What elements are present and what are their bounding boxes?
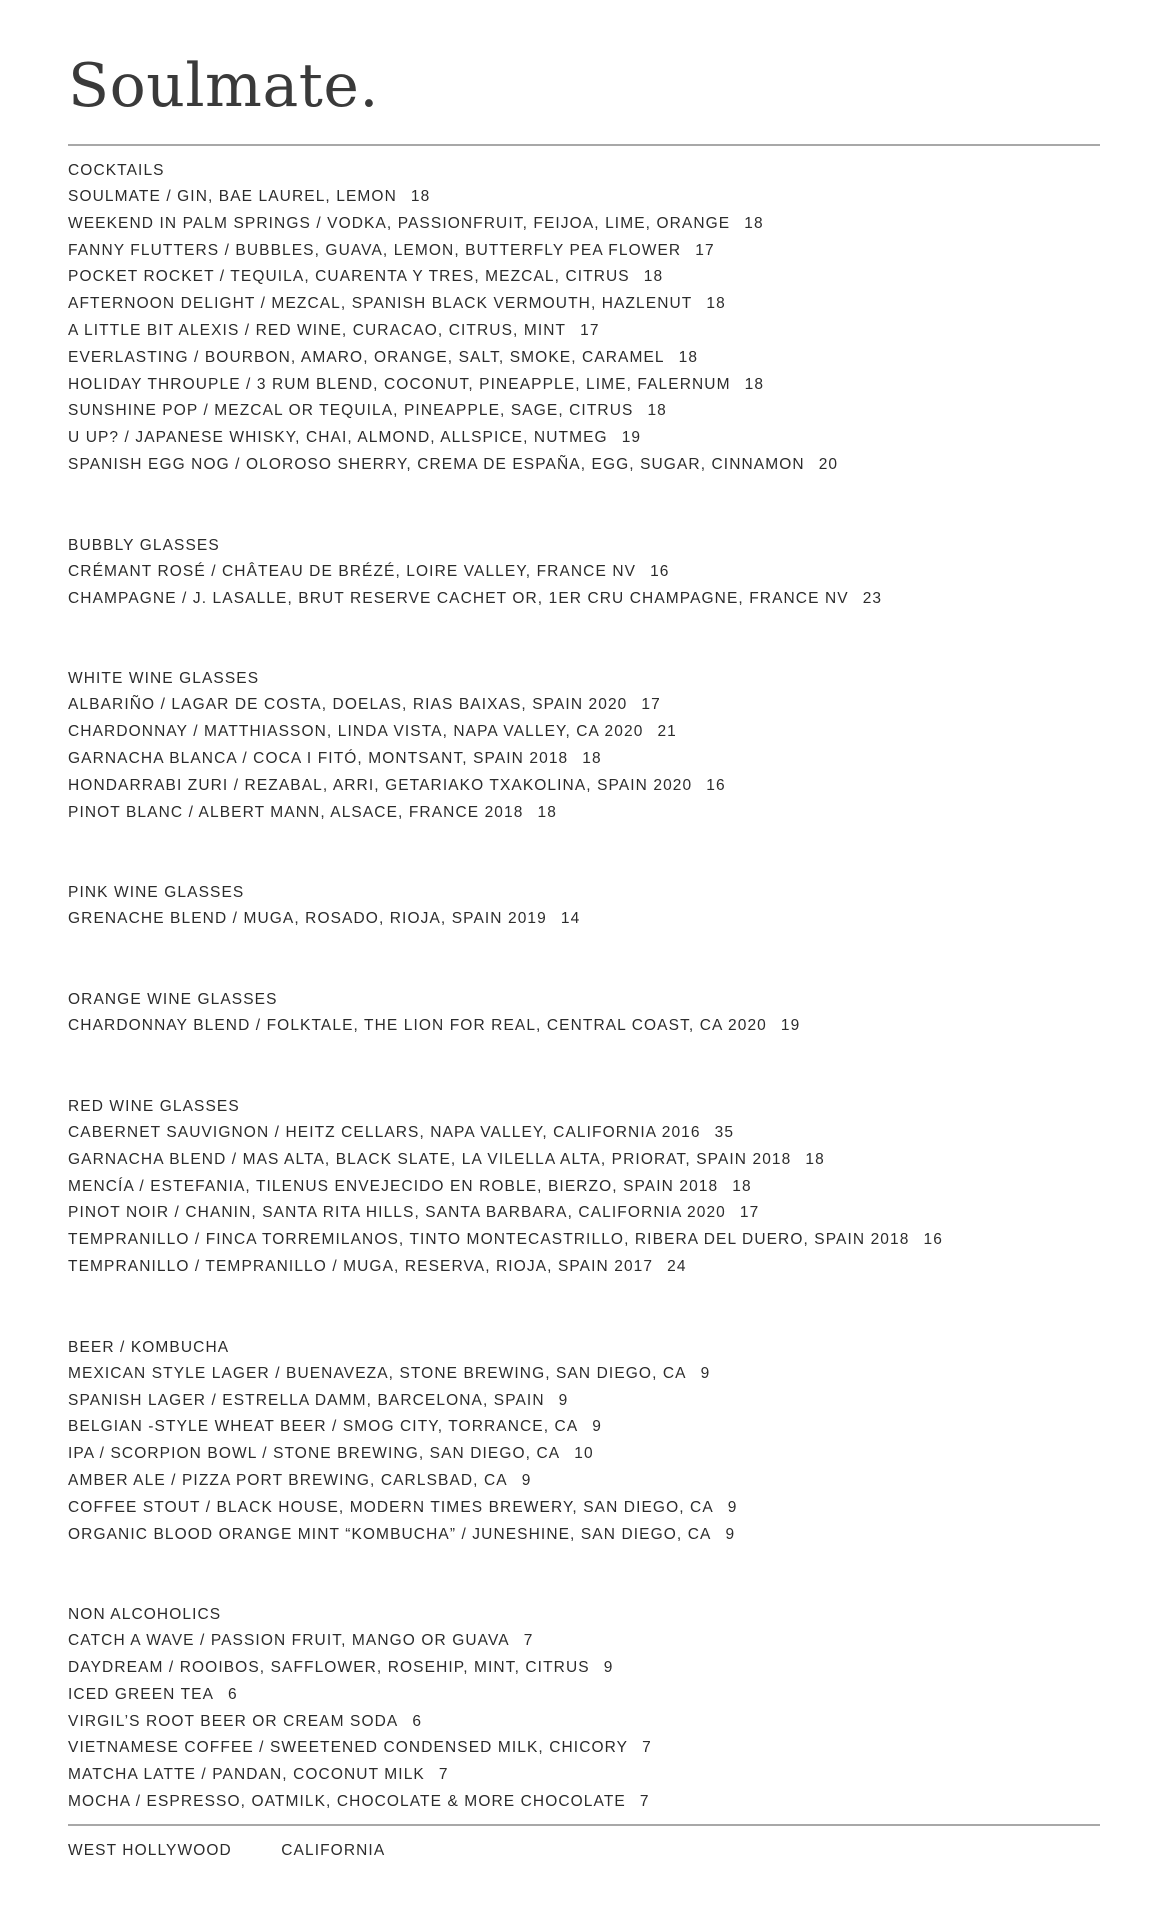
menu-item-description: CRÉMANT ROSÉ / CHÂTEAU DE BRÉZÉ, LOIRE VALLEY, FRANCE NV: [68, 562, 637, 580]
top-divider: [68, 144, 1100, 146]
menu-sections: [68, 157, 1100, 1869]
menu-item-description: EVERLASTING / BOURBON, AMARO, ORANGE, SALT, SMOKE, CARAMEL: [68, 348, 665, 366]
menu-item-price: 19: [621, 429, 642, 447]
menu-item-price: 9: [603, 1659, 614, 1677]
menu-item-price: 16: [923, 1231, 943, 1249]
menu-item-description: CATCH A WAVE / PASSION FRUIT, MANGO OR GUAVA: [68, 1632, 510, 1650]
menu-item: [68, 1120, 1100, 1147]
menu-item-description: DAYDREAM / ROOIBOS, SAFFLOWER, ROSEHIP, MINT, CITRUS: [68, 1659, 590, 1677]
menu-item-description: CABERNET SAUVIGNON / HEITZ CELLARS, NAPA VALLEY, CALIFORNIA 2016: [68, 1123, 701, 1141]
menu-item: [68, 1495, 1100, 1522]
section-heading: PINK WINE GLASSES: [68, 884, 245, 902]
menu-item-price: 14: [560, 910, 581, 928]
menu-item-description: VIETNAMESE COFFEE / SWEETENED CONDENSED MILK, CHICORY: [68, 1739, 629, 1757]
menu-item-price: 17: [580, 321, 600, 339]
menu-item: [68, 1522, 1100, 1549]
menu-item: [68, 211, 1100, 238]
menu-item: [68, 425, 1100, 452]
menu-item: [68, 692, 1100, 719]
menu-item-price: 9: [727, 1498, 738, 1516]
menu-item: [68, 1468, 1100, 1495]
menu-item: [68, 372, 1100, 399]
menu-item-description: HOLIDAY THROUPLE / 3 RUM BLEND, COCONUT, PINEAPPLE, LIME, FALERNUM: [68, 375, 731, 393]
menu-item: [68, 1735, 1100, 1762]
menu-item-description: U UP? / JAPANESE WHISKY, CHAI, ALMOND, ALLSPICE, NUTMEG: [68, 429, 608, 447]
menu-item-price: 35: [714, 1123, 735, 1141]
menu-item: [68, 1227, 1100, 1254]
menu-item-price: 18: [744, 375, 765, 393]
menu-section: [68, 532, 1100, 613]
menu-item-description: CHARDONNAY BLEND / FOLKTALE, THE LION FOR REAL, CENTRAL COAST, CA 2020: [68, 1017, 767, 1035]
menu-item: [68, 1174, 1100, 1201]
menu-item: [68, 318, 1100, 345]
menu-item: [68, 1762, 1100, 1789]
menu-item-price: 18: [537, 803, 557, 821]
menu-item-price: 18: [410, 188, 431, 205]
section-heading: ORANGE WINE GLASSES: [68, 991, 278, 1009]
menu-item: [68, 238, 1100, 265]
menu-item: [68, 559, 1100, 586]
menu-item: [68, 1709, 1100, 1736]
menu-section: [68, 1093, 1100, 1281]
menu-item-description: COFFEE STOUT / BLACK HOUSE, MODERN TIMES BREWERY, SAN DIEGO, CA: [68, 1498, 714, 1516]
menu-item: [68, 1414, 1100, 1441]
menu-item-price: 18: [582, 749, 602, 767]
menu-item: [68, 398, 1100, 425]
menu-item: [68, 1441, 1100, 1468]
menu-item: [68, 586, 1100, 613]
menu-item: [68, 800, 1100, 827]
menu-item-price: 18: [706, 295, 726, 313]
section-heading: COCKTAILS: [68, 162, 165, 179]
menu-item: [68, 184, 1100, 211]
menu-item-price: 9: [521, 1471, 532, 1489]
menu-item-price: 6: [228, 1685, 238, 1703]
menu-section: [68, 1601, 1100, 1816]
menu-item-description: HONDARRABI ZURI / REZABAL, ARRI, GETARIAKO TXAKOLINA, SPAIN 2020: [68, 776, 693, 794]
menu-item-price: 17: [695, 241, 715, 259]
brand-logo: Soulmate.: [68, 51, 379, 121]
menu-item: [68, 1628, 1100, 1655]
menu-item-description: ORGANIC BLOOD ORANGE MINT “KOMBUCHA” / JUNESHINE, SAN DIEGO, CA: [68, 1525, 712, 1543]
footer-state: CALIFORNIA: [281, 1842, 386, 1859]
menu-item-description: MATCHA LATTE / PANDAN, COCONUT MILK: [68, 1766, 425, 1784]
menu-section: [68, 986, 1100, 1040]
menu-item-description: TEMPRANILLO / FINCA TORREMILANOS, TINTO MONTECASTRILLO, RIBERA DEL DUERO, SPAIN 2018: [68, 1231, 910, 1249]
menu-item-price: 9: [592, 1418, 603, 1436]
menu-item-description: FANNY FLUTTERS / BUBBLES, GUAVA, LEMON, BUTTERFLY PEA FLOWER: [68, 241, 682, 259]
menu-item-price: 19: [780, 1017, 801, 1035]
menu-item-description: GRENACHE BLEND / MUGA, ROSADO, RIOJA, SPAIN 2019: [68, 910, 547, 928]
menu-section: [68, 157, 1100, 479]
menu-item-price: 9: [725, 1525, 736, 1543]
menu-item-description: POCKET ROCKET / TEQUILA, CUARENTA Y TRES, MEZCAL, CITRUS: [68, 268, 630, 286]
menu-item-price: 9: [700, 1364, 711, 1382]
menu-section: [68, 665, 1100, 826]
section-heading: BEER / KOMBUCHA: [68, 1338, 230, 1356]
menu-item: [68, 1682, 1100, 1709]
menu-item: [68, 264, 1100, 291]
menu-item-price: 9: [558, 1391, 569, 1409]
menu-item: [68, 1388, 1100, 1415]
menu-item-price: 18: [805, 1150, 825, 1168]
menu-item-price: 23: [862, 589, 883, 607]
menu-item-description: ICED GREEN TEA: [68, 1685, 215, 1703]
menu-item-price: 18: [678, 348, 699, 366]
menu-item-price: 7: [639, 1793, 650, 1811]
menu-item: [68, 452, 1100, 479]
menu-item-price: 18: [647, 402, 667, 420]
menu-item: [68, 1789, 1100, 1816]
menu-item-price: 7: [523, 1632, 534, 1650]
menu-item-price: 17: [641, 696, 661, 714]
footer: [68, 1838, 385, 1864]
menu-item-price: 16: [650, 562, 670, 580]
menu-item: [68, 291, 1100, 318]
menu-item-price: 7: [642, 1739, 652, 1757]
menu-item-price: 21: [657, 723, 677, 741]
menu-item-description: TEMPRANILLO / TEMPRANILLO / MUGA, RESERVA, RIOJA, SPAIN 2017: [68, 1257, 654, 1275]
menu-item: [68, 746, 1100, 773]
menu-item-description: SPANISH EGG NOG / OLOROSO SHERRY, CREMA DE ESPAÑA, EGG, SUGAR, CINNAMON: [68, 455, 805, 473]
menu-item: [68, 1361, 1100, 1388]
menu-item-description: AMBER ALE / PIZZA PORT BREWING, CARLSBAD, CA: [68, 1471, 508, 1489]
menu-item-description: A LITTLE BIT ALEXIS / RED WINE, CURACAO, CITRUS, MINT: [68, 321, 567, 339]
menu-item-description: SUNSHINE POP / MEZCAL OR TEQUILA, PINEAPPLE, SAGE, CITRUS: [68, 402, 634, 420]
menu-item-price: 18: [643, 268, 664, 286]
menu-item-price: 17: [739, 1204, 760, 1222]
menu-item-description: MENCÍA / ESTEFANIA, TILENUS ENVEJECIDO EN ROBLE, BIERZO, SPAIN 2018: [68, 1177, 719, 1195]
bottom-divider: [68, 1824, 1100, 1826]
menu-item: [68, 1013, 1100, 1040]
menu-item-description: AFTERNOON DELIGHT / MEZCAL, SPANISH BLACK VERMOUTH, HAZLENUT: [68, 295, 693, 313]
menu-item: [68, 1254, 1100, 1281]
menu-item-description: WEEKEND IN PALM SPRINGS / VODKA, PASSIONFRUIT, FEIJOA, LIME, ORANGE: [68, 214, 731, 232]
menu-item-description: GARNACHA BLANCA / COCA I FITÓ, MONTSANT, SPAIN 2018: [68, 749, 569, 767]
footer-city: WEST HOLLYWOOD: [68, 1842, 232, 1859]
section-heading: NON ALCOHOLICS: [68, 1606, 222, 1624]
menu-item-price: 24: [667, 1257, 687, 1275]
menu-item-price: 10: [574, 1445, 594, 1463]
menu-item-price: 20: [818, 455, 839, 473]
menu-item-description: CHAMPAGNE / J. LASALLE, BRUT RESERVE CACHET OR, 1ER CRU CHAMPAGNE, FRANCE NV: [68, 589, 849, 607]
menu-item-description: SOULMATE / GIN, BAE LAUREL, LEMON: [68, 188, 397, 205]
menu-section: [68, 1334, 1100, 1549]
menu-item-price: 6: [412, 1712, 423, 1730]
menu-item-description: MEXICAN STYLE LAGER / BUENAVEZA, STONE BREWING, SAN DIEGO, CA: [68, 1364, 687, 1382]
menu-item: [68, 773, 1100, 800]
menu-item: [68, 1200, 1100, 1227]
menu-item-description: PINOT BLANC / ALBERT MANN, ALSACE, FRANCE 2018: [68, 803, 524, 821]
menu-item-description: SPANISH LAGER / ESTRELLA DAMM, BARCELONA, SPAIN: [68, 1391, 545, 1409]
menu-item: [68, 1147, 1100, 1174]
menu-item-description: ALBARIÑO / LAGAR DE COSTA, DOELAS, RIAS BAIXAS, SPAIN 2020: [68, 696, 628, 714]
menu-item-description: BELGIAN -STYLE WHEAT BEER / SMOG CITY, TORRANCE, CA: [68, 1418, 579, 1436]
section-heading: WHITE WINE GLASSES: [68, 670, 260, 688]
menu-item-price: 7: [438, 1766, 449, 1784]
menu-item-description: GARNACHA BLEND / MAS ALTA, BLACK SLATE, LA VILELLA ALTA, PRIORAT, SPAIN 2018: [68, 1150, 792, 1168]
menu-item: [68, 719, 1100, 746]
menu-item-description: VIRGIL’S ROOT BEER OR CREAM SODA: [68, 1712, 399, 1730]
menu-item: [68, 345, 1100, 372]
section-heading: BUBBLY GLASSES: [68, 536, 220, 554]
menu-item-price: 16: [706, 776, 726, 794]
section-heading: RED WINE GLASSES: [68, 1097, 240, 1115]
menu-item-price: 18: [732, 1177, 752, 1195]
menu-item: [68, 906, 1100, 933]
menu-item-description: CHARDONNAY / MATTHIASSON, LINDA VISTA, NAPA VALLEY, CA 2020: [68, 723, 644, 741]
menu-item: [68, 1655, 1100, 1682]
menu-section: [68, 879, 1100, 933]
menu-item-description: MOCHA / ESPRESSO, OATMILK, CHOCOLATE & MORE CHOCOLATE: [68, 1793, 626, 1811]
menu-item-description: PINOT NOIR / CHANIN, SANTA RITA HILLS, SANTA BARBARA, CALIFORNIA 2020: [68, 1204, 726, 1222]
menu-item-price: 18: [744, 214, 764, 232]
menu-item-description: IPA / SCORPION BOWL / STONE BREWING, SAN DIEGO, CA: [68, 1445, 561, 1463]
